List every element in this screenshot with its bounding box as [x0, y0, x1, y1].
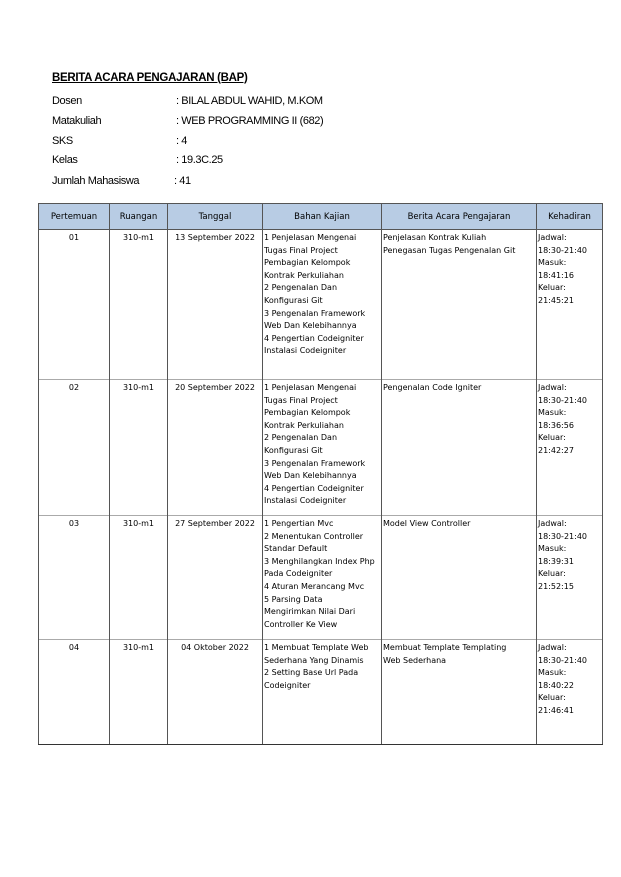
cell-line: Jadwal:	[538, 519, 567, 528]
info-label: Dosen	[52, 95, 82, 107]
cell-line: Masuk:	[538, 544, 567, 554]
cell-line: Model View Controller	[383, 519, 471, 528]
cell-kehadiran	[537, 230, 603, 380]
cell-line: Penegasan Tugas Pengenalan Git	[383, 245, 516, 255]
cell-tanggal: 13 September 2022	[168, 230, 263, 380]
table-row	[39, 380, 603, 516]
cell-bahan-kajian	[263, 380, 382, 516]
cell-line: Tugas Final Project	[264, 245, 338, 255]
cell-line: Jadwal:	[538, 643, 567, 652]
cell-line: Controller Ke View	[264, 619, 338, 629]
cell-bahan-kajian	[263, 640, 382, 745]
cell-line: 2 Pengenalan Dan	[264, 433, 338, 443]
cell-line: 2 Pengenalan Dan	[264, 283, 338, 293]
cell-berita-acara	[382, 230, 537, 380]
info-label: Matakuliah	[52, 115, 102, 127]
col-header-bahan-kajian: Bahan Kajian	[263, 204, 382, 230]
cell-line: Keluar:	[538, 283, 566, 293]
cell-line: 21:45:21	[538, 295, 574, 305]
col-header-ruangan: Ruangan	[110, 204, 168, 230]
cell-bahan-kajian	[263, 230, 382, 380]
cell-line: 21:46:41	[538, 705, 574, 715]
info-value: : WEB PROGRAMMING II (682)	[176, 115, 324, 127]
cell-line: 1 Pengertian Mvc	[264, 519, 334, 528]
info-value: : 4	[176, 135, 188, 147]
cell-line: Standar Default	[264, 544, 328, 554]
cell-berita-acara	[382, 380, 537, 516]
cell-line: Mengirimkan Nilai Dari	[264, 607, 356, 617]
cell-line: 2 Menentukan Controller	[264, 531, 364, 541]
cell-line: Kontrak Perkuliahan	[264, 270, 344, 280]
cell-line: 1 Penjelasan Mengenai	[264, 383, 357, 392]
cell-line: 18:30-21:40	[538, 531, 587, 541]
cell-kehadiran	[537, 640, 603, 745]
table-row	[39, 640, 603, 745]
cell-line: Web Dan Kelebihannya	[264, 471, 357, 481]
cell-line: Web Sederhana	[383, 655, 447, 665]
cell-berita-acara	[382, 516, 537, 640]
cell-berita-acara	[382, 640, 537, 745]
cell-line: 18:39:31	[538, 556, 574, 566]
info-label: Jumlah Mahasiswa	[52, 175, 140, 187]
col-header-kehadiran: Kehadiran	[537, 204, 603, 230]
cell-line: 21:42:27	[538, 445, 574, 455]
table-row	[39, 516, 603, 640]
cell-line: 18:30-21:40	[538, 655, 587, 665]
cell-line: 4 Pengertian Codeigniter	[264, 333, 364, 343]
cell-bahan-kajian	[263, 516, 382, 640]
cell-tanggal: 27 September 2022	[168, 516, 263, 640]
cell-line: Masuk:	[538, 408, 567, 418]
cell-line: 4 Pengertian Codeigniter	[264, 483, 364, 493]
cell-line: Pada Codeigniter	[264, 569, 333, 579]
cell-line: Pengenalan Code Igniter	[383, 383, 482, 392]
cell-ruangan: 310-m1	[110, 640, 168, 745]
cell-line: Pembagian Kelompok	[264, 408, 351, 418]
document-title: BERITA ACARA PENGAJARAN (BAP)	[52, 72, 248, 84]
cell-line: Konfigurasi Git	[264, 295, 323, 305]
cell-kehadiran	[537, 516, 603, 640]
col-header-berita-acara: Berita Acara Pengajaran	[382, 204, 537, 230]
cell-ruangan: 310-m1	[110, 230, 168, 380]
info-value: : 19.3C.25	[176, 154, 223, 166]
cell-line: Membuat Template Templating	[383, 643, 507, 652]
cell-line: Penjelasan Kontrak Kuliah	[383, 233, 487, 242]
cell-line: 1 Penjelasan Mengenai	[264, 233, 357, 242]
cell-line: Instalasi Codeigniter	[264, 496, 347, 506]
cell-line: Instalasi Codeigniter	[264, 346, 347, 356]
cell-line: 3 Pengenalan Framework	[264, 308, 366, 318]
cell-line: 1 Membuat Template Web	[264, 643, 369, 652]
table-header-row	[39, 204, 603, 230]
cell-kehadiran	[537, 380, 603, 516]
cell-line: 3 Pengenalan Framework	[264, 458, 366, 468]
info-label: Kelas	[52, 154, 78, 166]
col-header-pertemuan: Pertemuan	[39, 204, 110, 230]
cell-line: 5 Parsing Data	[264, 594, 323, 604]
cell-line: Keluar:	[538, 433, 566, 443]
cell-line: Masuk:	[538, 258, 567, 268]
cell-line: 21:52:15	[538, 581, 574, 591]
cell-line: Kontrak Perkuliahan	[264, 420, 344, 430]
cell-line: 18:36:56	[538, 420, 574, 430]
cell-line: Web Dan Kelebihannya	[264, 321, 357, 331]
cell-line: Konfigurasi Git	[264, 445, 323, 455]
cell-line: Masuk:	[538, 668, 567, 678]
cell-line: Tugas Final Project	[264, 395, 338, 405]
cell-line: Pembagian Kelompok	[264, 258, 351, 268]
cell-tanggal: 04 Oktober 2022	[168, 640, 263, 745]
info-value: : 41	[174, 175, 191, 187]
cell-ruangan: 310-m1	[110, 516, 168, 640]
cell-line: 3 Menghilangkan Index Php	[264, 556, 375, 566]
cell-ruangan: 310-m1	[110, 380, 168, 516]
cell-line: Jadwal:	[538, 233, 567, 242]
cell-line: 18:41:16	[538, 270, 574, 280]
cell-pertemuan: 03	[39, 516, 110, 640]
info-value: : BILAL ABDUL WAHID, M.KOM	[176, 95, 323, 107]
col-header-tanggal: Tanggal	[168, 204, 263, 230]
cell-line: Keluar:	[538, 569, 566, 579]
cell-line: 2 Setting Base Url Pada	[264, 668, 359, 678]
cell-line: 18:40:22	[538, 680, 574, 690]
cell-line: 4 Aturan Merancang Mvc	[264, 581, 365, 591]
cell-line: Sederhana Yang Dinamis	[264, 655, 364, 665]
table-row	[39, 230, 603, 380]
cell-pertemuan: 04	[39, 640, 110, 745]
cell-line: Keluar:	[538, 693, 566, 703]
cell-line: Codeigniter	[264, 680, 311, 690]
cell-tanggal: 20 September 2022	[168, 380, 263, 516]
cell-line: Jadwal:	[538, 383, 567, 392]
cell-pertemuan: 01	[39, 230, 110, 380]
cell-line: 18:30-21:40	[538, 245, 587, 255]
bap-table	[38, 203, 603, 745]
info-label: SKS	[52, 135, 73, 147]
cell-line: 18:30-21:40	[538, 395, 587, 405]
cell-pertemuan: 02	[39, 380, 110, 516]
